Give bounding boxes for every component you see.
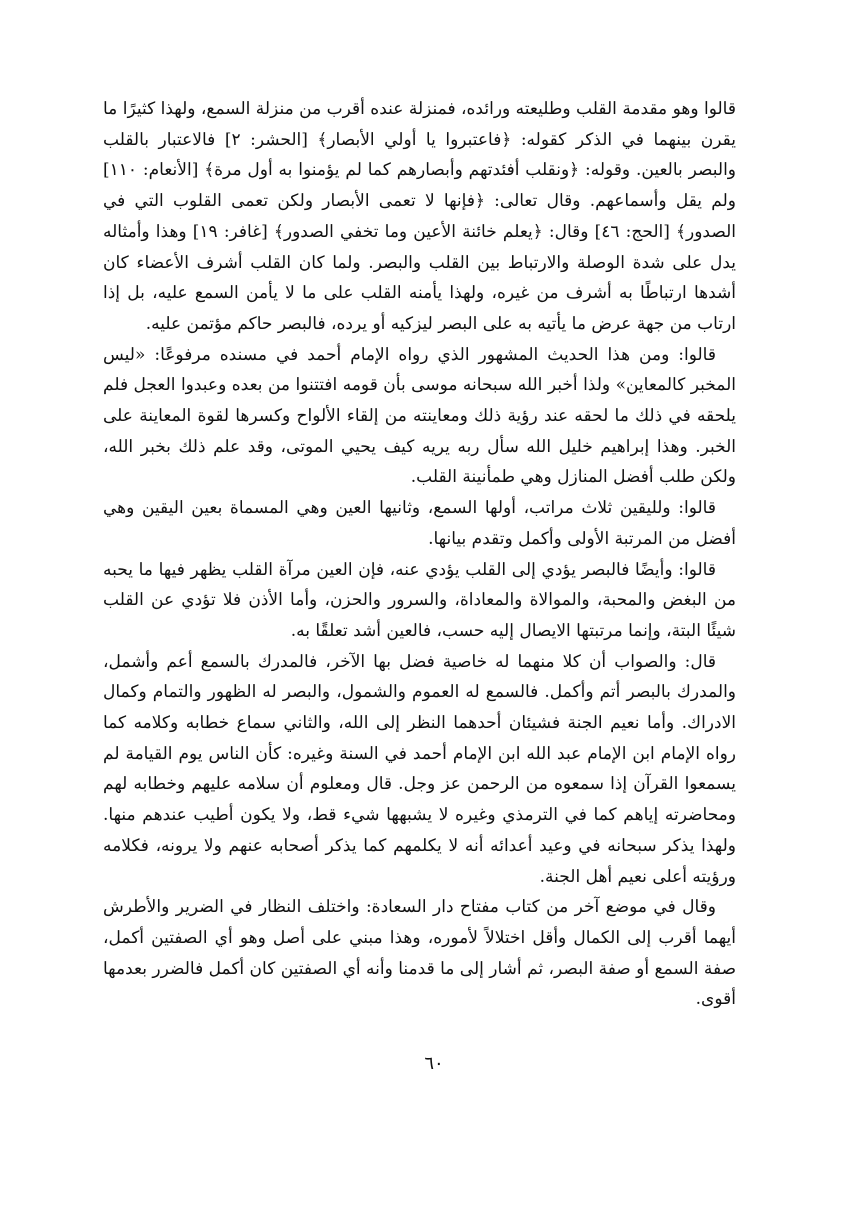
paragraph-5: قال: والصواب أن كلا منهما له خاصية فضل بها الآخر، فالمدرك بالسمع أعم وأشمل، والمدرك بالبصر أتم وأكمل. فالسمع له العموم والشمول، والبصر له الظهور والتمام وكمال الادراك. وأما نعيم الجنة فشيئان أحدهما النظر إلى الله، والثاني سماع خطابه وكلامه كما رواه الإمام ابن الإمام عبد الله ابن الإمام أحمد في السنة وغيره: كأن الناس يوم القيامة لم يسمعوا القرآن إذا سمعوه من الرحمن عز وجل. قال ومعلوم أن سلامه عليهم وخطابه لهم ومحاضرته إياهم كما في الترمذي وغيره لا يشبهها شيء قط، ولا يكون أطيب عندهم منها. ولهذا يذكر سبحانه في وعيد أعدائه أنه لا يكلمهم كما يذكر أصحابه عنهم ولا يرونه، فكلامه ورؤيته أعلى نعيم أهل الجنة.: [103, 651, 736, 887]
paragraph-3: قالوا: ولليقين ثلاث مراتب، أولها السمع، وثانيها العين وهي المسماة بعين اليقين وهي أفضل من المرتبة الأولى وأكمل وتقدم بيانها.: [103, 498, 736, 549]
body-text: [103, 94, 736, 1015]
paragraph-6: وقال في موضع آخر من كتاب مفتاح دار السعادة: واختلف النظار في الضرير والأطرش أيهما أقرب إلى الكمال وأقل اختلالاً لأموره، وهذا مبني على أصل وهو أي الصفتين أكمل، صفة السمع أو صفة البصر، ثم أشار إلى ما قدمنا وأنه أي الصفتين كان أكمل فالضرر بعدمها أقوى.: [103, 897, 736, 1010]
paragraph-4: قالوا: وأيضًا فالبصر يؤدي إلى القلب يؤدي عنه، فإن العين مرآة القلب يظهر فيها ما يحبه من البغض والمحبة، والموالاة والمعاداة، والسرور والحزن، وأما الأذن فلا تؤدي عن القلب شيئًا البتة، وإنما مرتبتها الايصال إليه حسب، فالعين أشد تعلقًا به.: [103, 559, 736, 641]
page-number: ٦٠: [424, 1053, 444, 1074]
paragraph-1: قالوا وهو مقدمة القلب وطليعته ورائده، فمنزلة عنده أقرب من منزلة السمع، ولهذا كثيرًا ما يقرن بينهما في الذكر كقوله: ﴿فاعتبروا يا أولي الأبصار﴾ [الحشر: ٢] فالاعتبار بالقلب والبصر بالعين. وقوله: ﴿ونقلب أفئدتهم وأبصارهم كما لم يؤمنوا به أول مرة﴾ [الأنعام: ١١٠] ولم يقل وأسماعهم. وقال تعالى: ﴿فإنها لا تعمى الأبصار ولكن تعمى القلوب التي في الصدور﴾ [الحج: ٤٦] وقال: ﴿يعلم خائنة الأعين وما تخفي الصدور﴾ [غافر: ١٩] وهذا وأمثاله يدل على شدة الوصلة والارتباط بين القلب والبصر. ولما كان القلب أشرف الأعضاء كان أشدها ارتباطًا به أشرف من غيره، ولهذا يأمنه القلب على ما لا يأمن السمع عليه، بل إذا ارتاب من جهة عرض ما يأتيه به على البصر ليزكيه أو يرده، فالبصر حاكم مؤتمن عليه.: [103, 99, 736, 334]
paragraph-2: قالوا: ومن هذا الحديث المشهور الذي رواه الإمام أحمد في مسنده مرفوعًا: «ليس المخبر كالمعاين» ولذا أخبر الله سبحانه موسى بأن قومه افتتنوا من بعده وعبدوا العجل فلم يلحقه في ذلك ما لحقه عند رؤية ذلك ومعاينته من إلقاء الألواح وكسرها لقوة المعاينة على الخبر. وهذا إبراهيم خليل الله سأل ربه يريه كيف يحيي الموتى، وقد علم ذلك بخبر الله، ولكن طلب أفضل المنازل وهي طمأنينة القلب.: [103, 344, 736, 488]
